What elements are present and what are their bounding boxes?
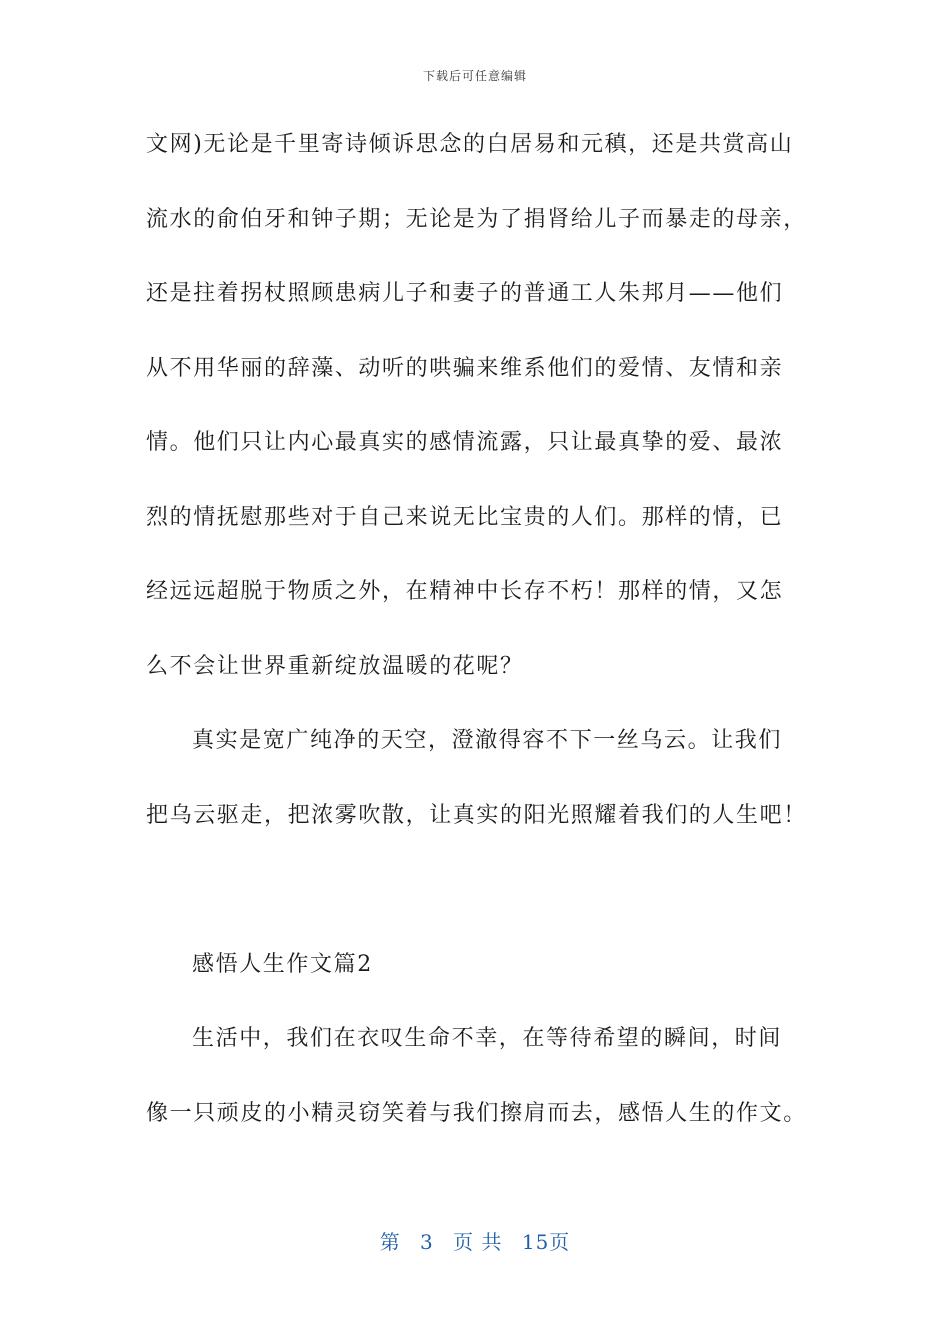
paragraph-2 [146, 717, 816, 866]
paragraph-line: 从不用华丽的辞藻、动听的哄骗来维系他们的爱情、友情和亲 [146, 355, 784, 381]
header-note: 下载后可任意编辑 [422, 69, 527, 83]
section-title: 感悟人生作文篇2 [192, 951, 373, 977]
paragraph-line: 流水的俞伯牙和钟子期；无论是为了捐肾给儿子而暴走的母亲， [146, 206, 807, 232]
paragraph-line: 真实是宽广纯净的天空，澄澈得容不下一丝乌云。让我们 [192, 728, 783, 753]
paragraph-3 [146, 1015, 816, 1164]
total-pages: 15页 [521, 1230, 571, 1254]
paragraph-line: 像一只顽皮的小精灵窃笑着与我们擦肩而去，感悟人生的作文。 [146, 1100, 807, 1126]
current-page-number: 3 [420, 1230, 434, 1254]
paragraph-line: 文网)无论是千里寄诗倾诉思念的白居易和元稹，还是共赏高山 [146, 132, 794, 157]
paragraph-line: 把乌云驱走，把浓雾吹散，让真实的阳光照耀着我们的人生吧！ [146, 802, 807, 828]
paragraph-line: 么不会让世界重新绽放温暖的花呢？ [146, 653, 524, 679]
page-middle-text: 页 共 [453, 1230, 503, 1254]
paragraph-line: 经远远超脱于物质之外，在精神中长存不朽！那样的情，又怎 [146, 579, 784, 604]
paragraph-1 [146, 121, 816, 717]
paragraph-line: 还是拄着拐杖照顾患病儿子和妻子的普通工人朱邦月——他们 [146, 281, 784, 306]
page-number-footer [0, 1226, 950, 1255]
page-prefix: 第 [379, 1230, 401, 1254]
paragraph-line: 情。他们只让内心最真实的感情流露，只让最真挚的爱、最浓 [146, 430, 784, 455]
blank-line [146, 866, 816, 941]
paragraph-line: 烈的情抚慰那些对于自己来说无比宝贵的人们。那样的情，已 [146, 504, 784, 530]
paragraph-line: 生活中，我们在衣叹生命不幸，在等待希望的瞬间，时间 [192, 1026, 783, 1051]
document-body [146, 121, 816, 1164]
